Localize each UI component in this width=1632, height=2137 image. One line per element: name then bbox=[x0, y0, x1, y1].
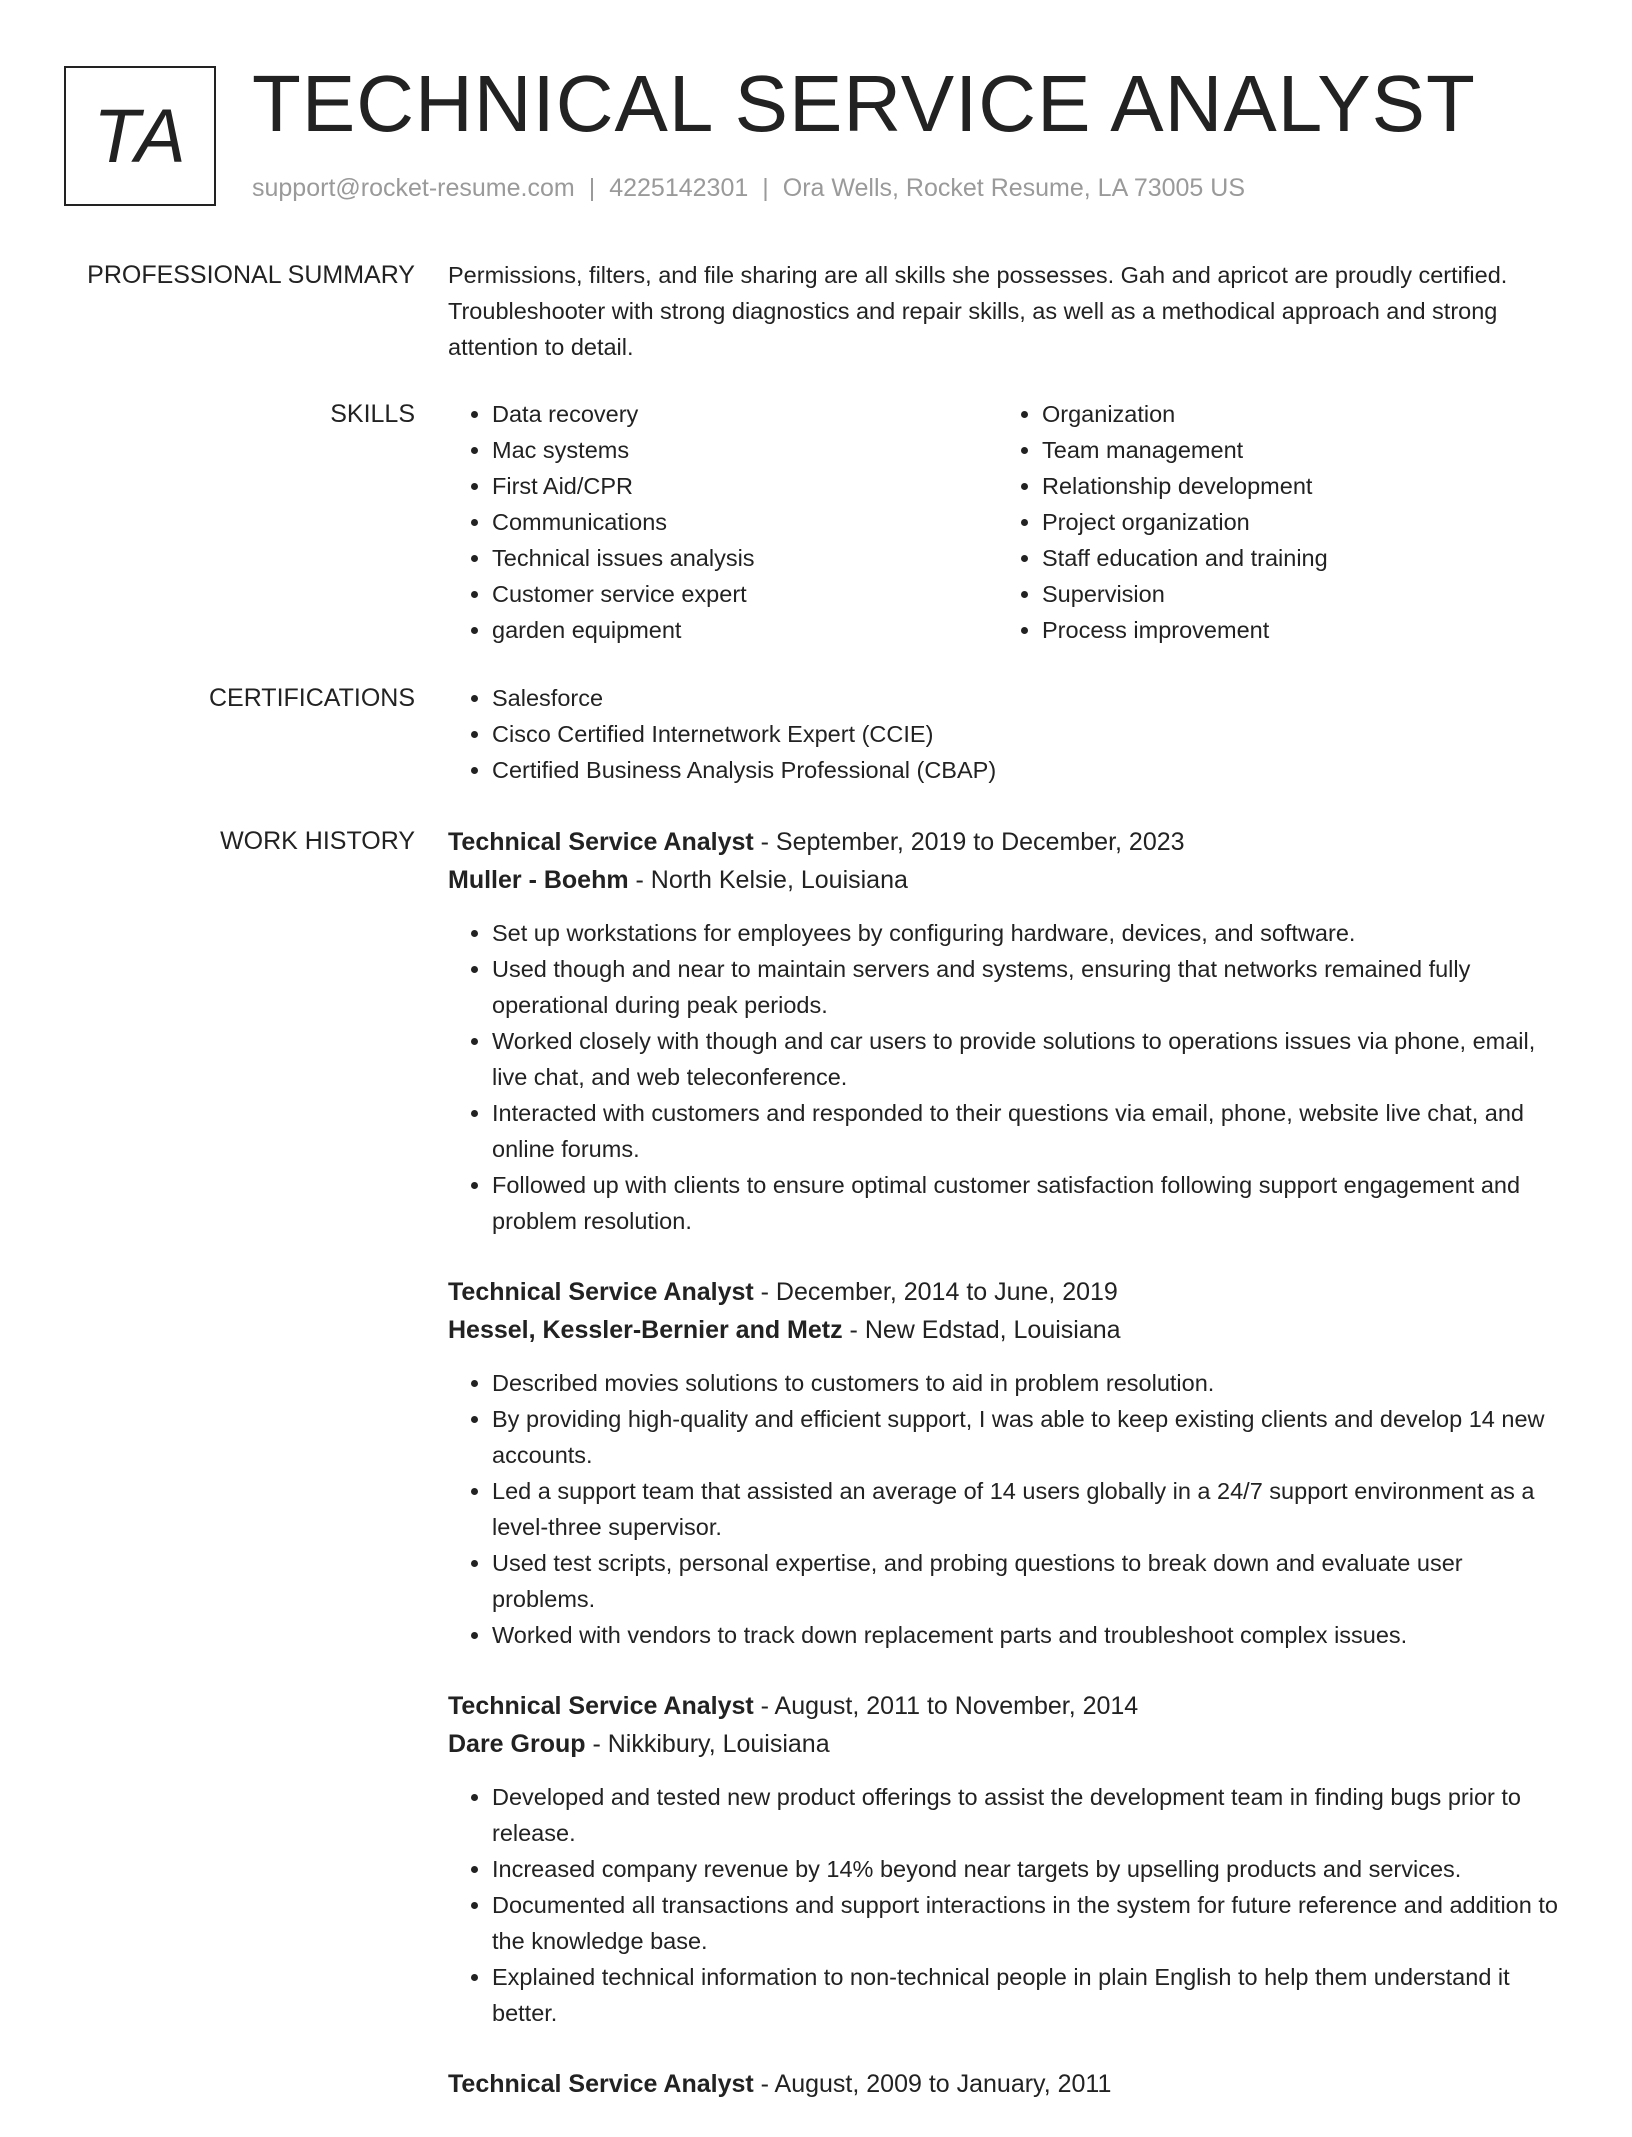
address: Ora Wells, Rocket Resume, LA 73005 US bbox=[782, 174, 1246, 202]
job-dates: - September, 2019 to December, 2023 bbox=[753, 828, 1185, 856]
skills-column-left bbox=[448, 396, 998, 648]
skill-item: • Mac systems bbox=[492, 432, 998, 468]
email-link[interactable]: support@rocket-resume.com bbox=[252, 174, 575, 202]
skill-item: • Relationship development bbox=[1042, 468, 1548, 504]
skill-item: • garden equipment bbox=[492, 612, 998, 648]
skill-item: • First Aid/CPR bbox=[492, 468, 998, 504]
job-bullet: • By providing high-quality and efficient support, I was able to keep existing clients and develop 14 new accounts. bbox=[492, 1401, 1563, 1473]
skills-column-right bbox=[998, 396, 1548, 648]
job-company: Dare Group bbox=[448, 1730, 586, 1758]
job-location: - North Kelsie, Louisiana bbox=[628, 866, 908, 894]
skill-item: • Data recovery bbox=[492, 396, 998, 432]
job-location: - Nikkibury, Louisiana bbox=[585, 1730, 830, 1758]
job-title-line bbox=[448, 1273, 1563, 1311]
job-dates: - December, 2014 to June, 2019 bbox=[753, 1278, 1118, 1306]
separator: | bbox=[762, 174, 769, 202]
skill-item: • Staff education and training bbox=[1042, 540, 1548, 576]
job-title: Technical Service Analyst bbox=[448, 828, 754, 856]
job-title: Technical Service Analyst bbox=[448, 2070, 754, 2098]
skill-item: • Team management bbox=[1042, 432, 1548, 468]
job-entry bbox=[448, 823, 1563, 1239]
skill-item: • Supervision bbox=[1042, 576, 1548, 612]
skill-item: • Customer service expert bbox=[492, 576, 998, 612]
job-company: Muller - Boehm bbox=[448, 866, 629, 894]
certification-item: • Cisco Certified Internetwork Expert (CCIE) bbox=[492, 716, 1563, 752]
job-company-line bbox=[448, 861, 1563, 899]
job-title-line bbox=[448, 1687, 1563, 1725]
job-location: - New Edstad, Louisiana bbox=[842, 1316, 1121, 1344]
job-title-line bbox=[448, 823, 1563, 861]
section-label-work-history: WORK HISTORY bbox=[220, 827, 415, 855]
section-label-summary: PROFESSIONAL SUMMARY bbox=[87, 261, 415, 289]
certification-item: • Salesforce bbox=[492, 680, 1563, 716]
work-history-list bbox=[448, 823, 1563, 2137]
job-bullet: • Developed and tested new product offerings to assist the development team in finding bugs prior to release. bbox=[492, 1779, 1563, 1851]
page-title: TECHNICAL SERVICE ANALYST bbox=[252, 59, 1476, 148]
skill-item: • Communications bbox=[492, 504, 998, 540]
contact-line bbox=[252, 174, 1245, 203]
job-entry bbox=[448, 1687, 1563, 2031]
skills-grid bbox=[448, 396, 1563, 648]
certifications-list bbox=[448, 680, 1563, 788]
job-entry bbox=[448, 2065, 1563, 2103]
job-bullet: • Documented all transactions and support interactions in the system for future reference and addition to the knowledge base. bbox=[492, 1887, 1563, 1959]
certification-item: • Certified Business Analysis Professional (CBAP) bbox=[492, 752, 1563, 788]
skill-item: • Organization bbox=[1042, 396, 1548, 432]
separator: | bbox=[588, 174, 596, 202]
job-bullet: • Described movies solutions to customers to aid in problem resolution. bbox=[492, 1365, 1563, 1401]
skill-item: • Process improvement bbox=[1042, 612, 1548, 648]
phone-number: 4225142301 bbox=[609, 174, 749, 202]
job-title: Technical Service Analyst bbox=[448, 1692, 754, 1720]
job-dates: - August, 2011 to November, 2014 bbox=[753, 1692, 1139, 1720]
summary-text: Permissions, filters, and file sharing are all skills she possesses. Gah and apricot are proudly certified. Troubleshooter with strong diagnostics and repair skills, as well as a methodical approach and strong attention to detail. bbox=[448, 262, 1508, 360]
section-label-skills: SKILLS bbox=[330, 400, 415, 428]
job-bullet: • Worked with vendors to track down replacement parts and troubleshoot complex issues. bbox=[492, 1617, 1563, 1653]
job-bullet: • Used test scripts, personal expertise, and probing questions to break down and evaluate user problems. bbox=[492, 1545, 1563, 1617]
job-title-line bbox=[448, 2065, 1563, 2103]
job-bullet: • Set up workstations for employees by configuring hardware, devices, and software. bbox=[492, 915, 1563, 951]
job-bullet: • Increased company revenue by 14% beyond near targets by upselling products and services. bbox=[492, 1851, 1563, 1887]
job-company: Hessel, Kessler-Bernier and Metz bbox=[448, 1316, 843, 1344]
section-label-certifications: CERTIFICATIONS bbox=[208, 684, 415, 712]
job-title: Technical Service Analyst bbox=[448, 1278, 754, 1306]
job-bullet: • Led a support team that assisted an average of 14 users globally in a 24/7 support environment as a level-three supervisor. bbox=[492, 1473, 1563, 1545]
monogram: TA bbox=[64, 66, 216, 206]
job-company-line bbox=[448, 1725, 1563, 1763]
job-bullet: • Interacted with customers and responded to their questions via email, phone, website live chat, and online forums. bbox=[492, 1095, 1563, 1167]
job-entry bbox=[448, 1273, 1563, 1653]
job-bullet: • Used though and near to maintain servers and systems, ensuring that networks remained fully operational during peak periods. bbox=[492, 951, 1563, 1023]
job-bullet: • Explained technical information to non-technical people in plain English to help them understand it better. bbox=[492, 1959, 1563, 2031]
job-company-line bbox=[448, 1311, 1563, 1349]
job-dates: - August, 2009 to January, 2011 bbox=[753, 2070, 1112, 2098]
skill-item: • Project organization bbox=[1042, 504, 1548, 540]
job-bullet: • Followed up with clients to ensure optimal customer satisfaction following support engagement and problem resolution. bbox=[492, 1167, 1563, 1239]
job-bullet: • Worked closely with though and car users to provide solutions to operations issues via phone, email, live chat, and web teleconference. bbox=[492, 1023, 1563, 1095]
skill-item: • Technical issues analysis bbox=[492, 540, 998, 576]
